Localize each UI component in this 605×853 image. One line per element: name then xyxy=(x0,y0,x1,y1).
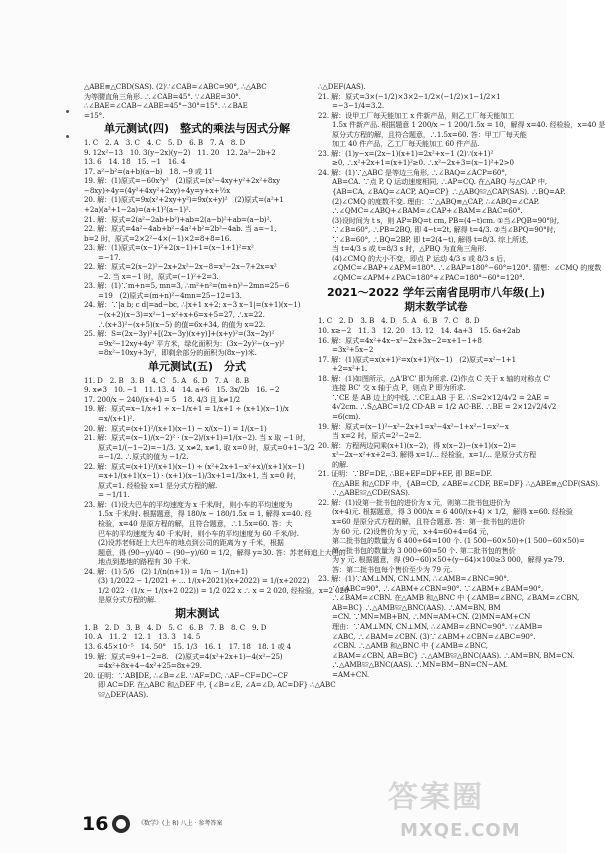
answer-line: 1. B 2. D 3. B 4. D 5. C 6. B 7. B 8. C 9. D xyxy=(84,622,267,632)
answer-line: 17. 解：(1)原式=x(x+1)²=x(x+1)²(x−1) (2)原式=x²−1+1 xyxy=(318,354,517,364)
answer-line: 22. 解：原式=4a²−4ab+b²−4a²+b²=2b²−4ab. 当 a=−1, xyxy=(84,224,277,234)
answer-line: 10. x≥−2 11. 3 12. 20 13. 12 14. 4a+3 15. 6a+2ab xyxy=(318,326,521,336)
answer-line: 24. 解：(1)∵△ABC 是等边三角形, ∴∠BAQ=∠ACP=60°, xyxy=(318,167,507,177)
answer-line: △ABE≌△CBD(SAS). (2)∵∠CAB=∠ABC=90°, ∴△ABC xyxy=(84,82,267,91)
answer-line: ∵∠ABC=90°, ∴∠ABM+∠CBN=90°. ∵∠ABM+∠BAM=90°. xyxy=(318,583,544,593)
answer-line: (3) 1/2022 − 1/2021 + ... 1/(x+2021)(x+2022) = 1/(x+2022) xyxy=(84,576,310,586)
answer-line: ≌△DEF(AAS). xyxy=(84,689,149,699)
answer-line: 21. 解：原式=3×(−1/2)×3×2−1/2×(−1/2)×1−1/2×1 xyxy=(318,91,501,101)
answer-line: 当 x=2 时，原式=2²−2=2. xyxy=(318,431,422,441)
answer-line: ∠QMC=∠BAP+∠APM=180°. ∴∠BAP=180°−60°=120°. 猜想：∠CMQ 的度数 xyxy=(318,263,602,273)
answer-line: ∴△ABE≌△CDE(SAS). xyxy=(318,488,410,498)
answer-line: 巴车的平均速度为 40 千米/时，则小车的平均速度为 60 千米/时. xyxy=(84,528,299,538)
answer-line: 19. 解：原式=x−1/x+1 ÷ x−1/x+1 = 1/x+1 ÷ (x+1)(x−1)/x xyxy=(84,404,289,414)
answer-line: −8xy)÷4y=(4y²+4xy²+2xy)÷4y=y+x+½x xyxy=(84,185,231,195)
margin-dot xyxy=(66,135,69,138)
section-heading: 单元测试(五) 分式 xyxy=(147,359,247,373)
answer-line: 23. 解：(1)∵AM⊥MN, CN⊥MN, ∴∠AMB=∠BNC=90°. xyxy=(318,574,509,584)
watermark-stamp: 答案圈 xyxy=(388,780,484,815)
answer-line: ∴∠QMC=∠ABQ+∠BAM=∠CAP+∠BAM=∠BAC=60°. xyxy=(318,206,523,216)
answer-line: =6(cm). xyxy=(318,411,361,421)
answer-line: 20. 解：原式=(x+1)²/(x+1)(x−1) − x/(x−1) = 1/(x−1) xyxy=(84,423,267,433)
answer-line: 17. a²−b²=(a+b)(a−b) 18. −9 或 11 xyxy=(84,166,213,176)
answer-line: 1.5x 千米/时. 根据题意，得 180/x − 180/1.5x = 1, 解得 x=40. 经 xyxy=(84,509,312,519)
answer-line: ∴∠BAE=∠CAB−∠ABE=45°−30°=15°. ∴∠BAE xyxy=(84,101,248,111)
answer-line: 是原分式方程的解. xyxy=(84,595,157,605)
exam-subtitle: 期末数学试卷 xyxy=(404,301,468,314)
answer-line: 加工 40 件产品，乙工厂每天能加工 60 件产品. xyxy=(318,139,480,149)
answer-line: 19. 解：原式=(x−1)²−x²−2x+1=x²−4x²−1+x²−1=x²−x xyxy=(318,421,509,431)
right-column xyxy=(318,82,605,679)
publisher-logo-icon xyxy=(112,815,130,833)
answer-line: ∴△DEF(AAS). xyxy=(318,82,366,91)
answer-line: 20. 解：方程两边同乘(x+1)(x−2)，得 x(x−2)−(x+1)(x−2)= xyxy=(318,440,517,450)
answer-line: =19 (2)原式=(m+n)²−4mn=25−12=13. xyxy=(84,290,242,300)
answer-line: 11. D 2. B 3. B 4. C 5. A 6. D 7. A 8. B xyxy=(84,375,250,385)
answer-line: 1. C 2. A 3. C 4. C 5. D 6. B 7. A 8. D xyxy=(84,138,246,148)
answer-line: 25. 解：S=(2x−3y)²+[(2x−3y)(x+y)]+(x+y)²=(3x−2y)² xyxy=(84,329,275,339)
answer-line: 原分式方程的解，且符合题意，∴1.5x=60. 答：甲工厂每天能 xyxy=(318,129,527,139)
answer-line: (4)∠CMQ 的大小不变，即点 P 运动 4/3 s 或 8/3 s 后， xyxy=(318,253,511,263)
answer-line: =−17. xyxy=(84,252,121,262)
answer-line: 21. 解：原式=(x−1)/(x−2)² · (x−2)/(x+1)=1/(x−2). 当 x 取 −1 时， xyxy=(84,433,310,443)
footer-note: 《数学》(上 R) 八上 · 参考答案 xyxy=(138,820,223,827)
answer-line: 1.5x 件新产品. 根据题意 1 200/x − 1 200/1.5x = 10，解得 x=40. 经检验，x=40 是 xyxy=(318,120,605,130)
answer-line: −(x+2)(x−3)=x²−1−x²+x+6=x+5=27, ∴x=22. xyxy=(84,310,265,320)
answer-line: 18. 解：(1)如图所示，△A'B'C' 即为所求. (2)作点 C 关于 x 轴的对称点 C' xyxy=(318,373,551,383)
answer-line: 9. x≠3 10. −1 11. 13. 4 14. a+6 15. 3x/2b 16. −2 xyxy=(84,385,280,395)
answer-line: =−3−1/4=3.2. xyxy=(318,101,385,111)
answer-line: 13. 6.45×10⁻⁵ 14. 50° 15. 1/3 16. 1 17. 18 18. 1 或 4 xyxy=(84,641,291,651)
answer-line: 21. 解：原式=2(a²−2ab+b²)+ab=2(a−b)²+ab=(a−b)². xyxy=(84,214,272,224)
answer-line: AB=BC} ∴△AMB≌△BNC(AAS). ∴AM=BN, BM xyxy=(318,602,501,612)
answer-line: (2)∠CMQ 的度数不变. 理由：∵△ABQ≌△CAP, ∴∠ABQ=∠CAP. xyxy=(318,196,540,206)
answer-line: ∠ABC, ∴∠BAM=∠CBN. (3)∵∠ABM+∠CBN=∠ABC=90°. xyxy=(318,631,536,641)
answer-line: 22. 解：原式=2(x−2)²−2x+2x²−2x−8=x²−2x−7+2x=x² xyxy=(84,262,277,272)
answer-line: 在△ABE 和△CDF 中，{AB=CD, ∠ABE=∠CDF, BE=DF} ∴△ABE≌△CDF(SAS). xyxy=(318,478,600,488)
answer-line: 为等腰直角三角形. ∴∠CAB=45°. ∵∠ABE=30°. xyxy=(84,91,241,101)
answer-line: 检验，x=40 是原方程的解，且符合题意，∴1.5x=60. 答：大 xyxy=(84,518,293,528)
answer-line: 4√2cm. ∴S△ABC=1/2 CD·AB = 1/2 AC·BE. ∴BE = 2×12√2/4√2 xyxy=(318,402,557,412)
answer-line: −2. 当 x=−1 时，原式=(−1)²+2=3. xyxy=(84,271,219,281)
answer-line: 16. 解：原式=4x²+4x−x²−2x+3x−2=x+1−1+8 xyxy=(318,335,482,345)
answer-line: =9x²−12xy+4y² 平方米，绿化面积为：(3x−2y)²−(x−y)² xyxy=(84,338,285,348)
answer-line: 原式=1. 经检验 x=1 是分式方程的解. xyxy=(84,480,218,490)
answer-line: ∵∠B=60°, ∴PB=2BQ, 即 4−t=2t, 解得 t=4/3. ②当∠BPQ=90°时, xyxy=(318,225,556,235)
answer-line: ∵CE 是 AB 边上的中线, ∴CE⊥AB 于 E. ∴S=2×12/4√2 = 2AE = xyxy=(318,392,550,402)
answer-line: 9. 12x²−13 10. 3(y−2x)(y−2) 11. 20 12. 2a²−2b+2 xyxy=(84,147,276,157)
answer-line: b=2 时，原式=2×2²−4×(−1)×2=8+8=16. xyxy=(84,233,232,243)
answer-line: =x+1/(x+1)(x−1) · (x+1)(x−1)/3x+1=1/3x+1, 当 x=0 时， xyxy=(84,471,301,481)
answer-line: 为 y 元. 根据题意，得 (90−60)×50+(y−64)×100≥3 000，解得 y≥79. xyxy=(318,555,565,565)
answer-line: x=60 是原分式方程的解，且符合题意. 答：第一批书包的进价 xyxy=(318,516,525,526)
answer-line: 22. 解：原式=(x+1)²/(x+1)(x−1) ÷ (x²+2x+1−x²+x)/(x+1)(x−1) xyxy=(84,461,305,471)
answer-line: 20. 解：(1)原式=9x(x²+2xy+y²)=9x(x+y)² (2)原式=(a²+1 xyxy=(84,195,284,205)
exam-title: 2021～2022 学年云南省昆明市八年级(上) xyxy=(326,286,546,300)
answer-line: ∴∠BAM=∠CBN. 在△AMB 和△BNC 中 {∠AMB=∠BNC, ∠BAM=∠CBN, xyxy=(318,593,580,603)
answer-line: {AB=CA, ∠BAQ=∠ACP, AQ=CP} ∴△ABQ≌△CAP(SAS). ∴BQ=AP. xyxy=(318,187,566,197)
answer-line: 19. 解：(1)原式=−60x²y² (2)原式=(x²−4xy+y²+2x²+8xy xyxy=(84,176,281,186)
answer-line: +2a)(a²+1−2a)=(a+1)²(a−1)². xyxy=(84,205,191,215)
answer-line: 当 t=4/3 s 或 t=8/3 s 时，△PBQ 为直角三角形. xyxy=(318,244,487,254)
answer-line: 17. 200/x − 240/(x+4) = 5 18. 4/3 且 k≠1/2 xyxy=(84,394,241,404)
answer-line: 20. 证明：∵AB∥DE, ∴∠B=∠E. ∵AF=DC, ∴AF−CF=DC−CF xyxy=(84,670,288,680)
section-heading: 期末测试 xyxy=(175,606,219,620)
answer-line: 第二批书包的数量为 6 400÷64=100 个. (1 500−60×50)÷(1 500−60×50)= xyxy=(318,536,585,546)
answer-line: 23. 解：(1)∵m+n=5, mn=3, ∴m²+n²=(m+n)²−2mn=25−6 xyxy=(84,281,290,291)
answer-line: (3)设时间为 t s，则 AP=BQ=t cm, PB=(4−t)cm. ①当∠PQB=90°时, xyxy=(318,215,560,225)
answer-line: 23. 解：(1)设大巴车的平均速度为 x 千米/时，则小车的平均速度为 xyxy=(84,499,293,509)
margin-dot xyxy=(66,110,69,113)
answer-line: (x+4)元. 根据题意，得 3 000/x = 6 400/(x+4) × 1/2，解得 x=60. 经检验 xyxy=(318,507,573,517)
answer-line: 理由：∵AM⊥MN, CN⊥MN, ∴∠AMB=∠BNC=90°. ∵∠AMB= xyxy=(318,621,543,631)
answer-line: =15°. xyxy=(84,110,105,120)
answer-line: ≥0, ∴x²+2x+1=(x+1)²≥0. ∴x²−2x+3=(x−1)²+2>0 xyxy=(318,158,514,168)
answer-line: (2)设苏老师赶上大巴车的地点到公司的距离为 y 千米，根据 xyxy=(84,538,284,548)
answer-line: 24. 解：(1) 5/6 (2) 1/(n(n+1)) = 1/n − 1/(n+1) xyxy=(84,566,248,576)
answer-line: 为 60 元. (2)设售价为 y 元，x+4=60+4=64 元， xyxy=(318,526,494,536)
answer-line: 22. 解：(1)设第一批书包的进价为 x 元，则第二批书包进价为 xyxy=(318,497,510,507)
answer-line: 1/2 022 · (1/x − 1/(x+2 022)) = 1/2 022 x ∴ x = 2 020, 经检验，x=2 020 xyxy=(84,585,349,595)
answer-line: x²−2x−x²+x+2=3. 解得 x=1/... 经检验，x=1/... 是原分式方程 xyxy=(318,450,537,460)
answer-line: AB=CA. ∵点 P, Q 运动速度相同, ∴AP=CQ. 在△ABQ 与△CAP 中, xyxy=(318,177,548,187)
answer-line: =8x²−10xy+3y²，即剩余部分的面积为(8x−y)米. xyxy=(84,348,257,358)
answer-line: 23. 解：(1)y−x=(2x−1)(x+1)=2x²+x−1 (2)∵(x+1)² xyxy=(318,148,494,158)
answer-line: 24. 解：∵|a b; c d|=ad−bc, ∴|x+1 x+2; x−3 x−1|=(x+1)(x−1) xyxy=(84,300,301,310)
answer-line: 1. C 2. D 3. B 4. D 5. A 6. B 7. C 8. D xyxy=(318,316,480,326)
answer-line: =3x²+5x−2 xyxy=(318,345,374,355)
answer-line: =x/(x+1)². xyxy=(84,413,135,423)
answer-line: ∴(x+3)²−(x+5)(x−5) 的值=6x+34, 的值为 x=22. xyxy=(84,319,266,329)
answer-line: 10. A 11. 2 12. 1 13. 3 14. 5 xyxy=(84,632,201,642)
section-heading: 单元测试(四) 整式的乘法与因式分解 xyxy=(103,122,291,136)
answer-line: ∵∠B=60°, ∴BQ=2BP, 即 t=2(4−t), 解得 t=8/3. 综上所述， xyxy=(318,234,534,244)
answer-line: ∠BAM=∠CBN, AB=BC} ∴△AMB≌△BNC(AAS). ∴AM=BN, BM=CN. xyxy=(318,650,575,660)
answer-line: +2=x²+1. xyxy=(318,364,368,374)
answer-line: 答：第二批书包每个售价至少为 79 元. xyxy=(318,564,453,574)
answer-line: 第一批书包的数量为 3 000÷60=50 个. 第二批书包的售价 xyxy=(318,545,516,555)
answer-line: 地点到基地的路程有 30 千米. xyxy=(84,557,191,567)
answer-line: 题意，得 (90−y)/40 − (90−y)/60 = 1/2，解得 y=30. 答：苏老师追上大巴的 xyxy=(84,547,346,557)
answer-line: = −1/11. xyxy=(84,490,130,500)
answer-line: =AM+CN. xyxy=(318,669,369,679)
answer-line: 13. 6 14. 18 15. −1 16. 4 xyxy=(84,157,186,167)
answer-line: ∴△AMB≌△BNC(AAS). ∴MN=BM−BN=CN−AM. xyxy=(318,660,508,670)
answer-line: 原式=1/(−1−2)=−1/3. 又 x≠2, x≠1, 取 x=0 时，原式=0+1−3/2 xyxy=(84,442,315,452)
answer-line: =CN. ∵MN=MB+BN, ∴MN=AM+CN. (2)MN=AM+CN xyxy=(318,612,531,622)
answer-line: 22. 解：设甲工厂每天能加工 x 件新产品，则乙工厂每天能加工 xyxy=(318,110,515,120)
answer-line: =4x²+8x+4−4x²+25=8x+29. xyxy=(84,661,202,671)
answer-line: 连接 BC' 交 x 轴于点 P，则点 P 即为所求. xyxy=(318,383,466,393)
answer-line: 19. 解：原式=9+1−2=8. (2)原式=4(x²+2x+1)−4(x²−25) xyxy=(84,651,283,661)
page-footer xyxy=(82,812,552,836)
answer-line: 21. 证明：∵BF=DE, ∴BE+EF=DF+EF, 即 BE=DF. xyxy=(318,469,493,479)
watermark-url: MXQE.COM xyxy=(400,820,521,841)
answer-line: ∠QMC=∠APM+∠PAC=180°+∠PAC=180°−60°=120°. xyxy=(318,272,525,282)
answer-line: 23. 解：(1)原式=(x−1)²+2(x−1)+1=(x−1+1)²=x² xyxy=(84,243,254,253)
answer-line: 的解. xyxy=(318,459,349,469)
answer-line: ∠CBN. ∴△AMB 和△BNC 中 {∠AMB=∠BNC, xyxy=(318,641,488,651)
answer-line: =−1/2. ∴原式的值为 −1/2. xyxy=(84,452,189,462)
page-number: 16 xyxy=(82,813,109,835)
answer-line: 即 AC=DF. 在△ABC 和△DEF 中, {∠B=∠E, ∠A=∠D, AC=DF} ∴△ABC xyxy=(84,680,336,690)
